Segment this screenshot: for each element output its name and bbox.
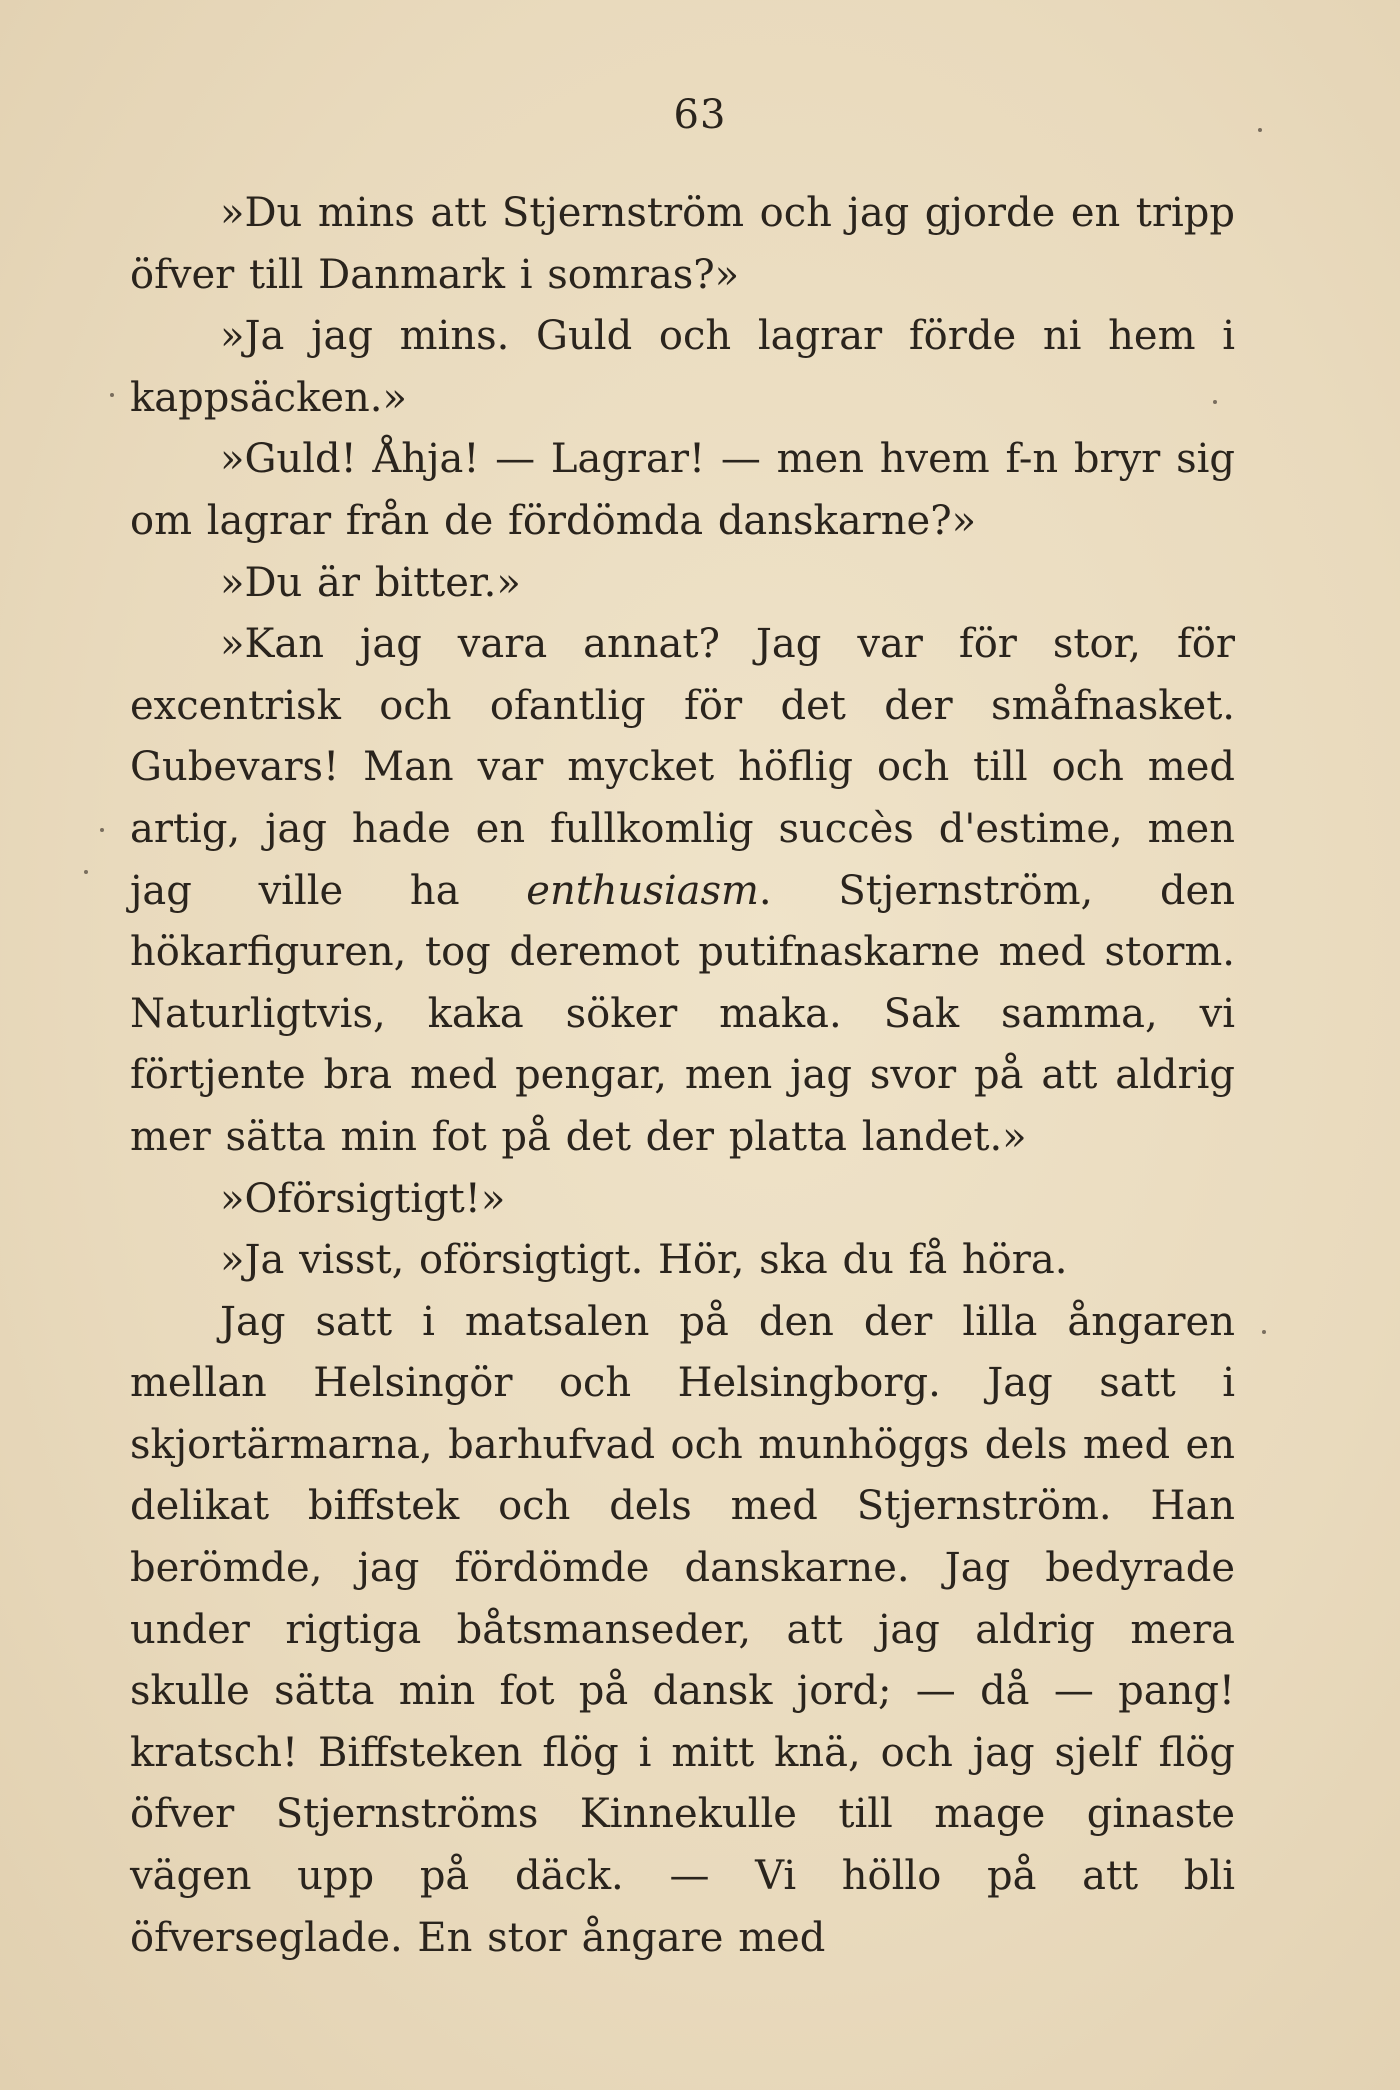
paper-speck: [1213, 400, 1217, 404]
body-text: [130, 183, 1235, 1969]
text-segment: »Ja jag mins. Guld och lagrar förde ni hem i kappsäcken.»: [130, 313, 1235, 421]
paper-speck: [1258, 128, 1262, 132]
text-segment: »Oförsigtigt!»: [220, 1175, 506, 1222]
text-segment: »Du mins att Stjernström och jag gjorde en tripp öfver till Danmark i somras?»: [130, 190, 1235, 298]
paper-speck: [110, 393, 114, 397]
paragraph-8: [130, 1292, 1235, 1970]
italic-word: enthusiasm: [526, 867, 759, 914]
paragraph-5: [130, 614, 1235, 1168]
paper-speck: [1262, 1330, 1266, 1334]
paragraph-1: [130, 183, 1235, 306]
text-segment: »Guld! Åhja! — Lagrar! — men hvem f-n bryr sig om lagrar från de fördömda danskarne?»: [130, 436, 1235, 544]
paragraph-2: [130, 306, 1235, 429]
page-number: 63: [673, 92, 727, 138]
paragraph-3: [130, 429, 1235, 552]
text-segment: »Du är bitter.»: [220, 559, 521, 606]
paragraph-6: [130, 1169, 1235, 1231]
paper-speck: [84, 870, 88, 874]
paragraph-7: [130, 1230, 1235, 1292]
text-segment: »Kan jag vara annat? Jag var för stor, för excentrisk och ofantlig för det der småfnasket. Gubevars! Man var mycket höflig och till och med artig, jag hade en fullkomlig succès d'estime, men jag ville ha: [130, 621, 1235, 914]
text-segment: »Ja visst, oförsigtigt. Hör, ska du få höra.: [220, 1237, 1068, 1284]
text-segment: Jag satt i matsalen på den der lilla ångaren mellan Helsingör och Helsingborg. Jag satt i skjortärmarna, barhufvad och munhöggs dels med en delikat biffstek och dels med Stjernström. Han berömde, jag fördömde danskarne. Jag bedyrade under rigtiga båtsmanseder, att jag aldrig mera skulle sätta min fot på dansk jord; — då — pang! kratsch! Biffsteken flög i mitt knä, och jag sjelf flög öfver Stjernströms Kinnekulle till mage ginaste vägen upp på däck. — Vi höllo på att bli öfverseglade. En stor ångare med: [130, 1298, 1235, 1961]
paper-speck: [100, 828, 104, 832]
text-segment: . Stjernström, den hökarfiguren, tog deremot putifnaskarne med storm. Naturligtvis, kaka söker maka. Sak samma, vi förtjente bra med pengar, men jag svor på att aldrig mer sätta min fot på det der platta landet.»: [130, 867, 1235, 1160]
paragraph-4: [130, 553, 1235, 615]
